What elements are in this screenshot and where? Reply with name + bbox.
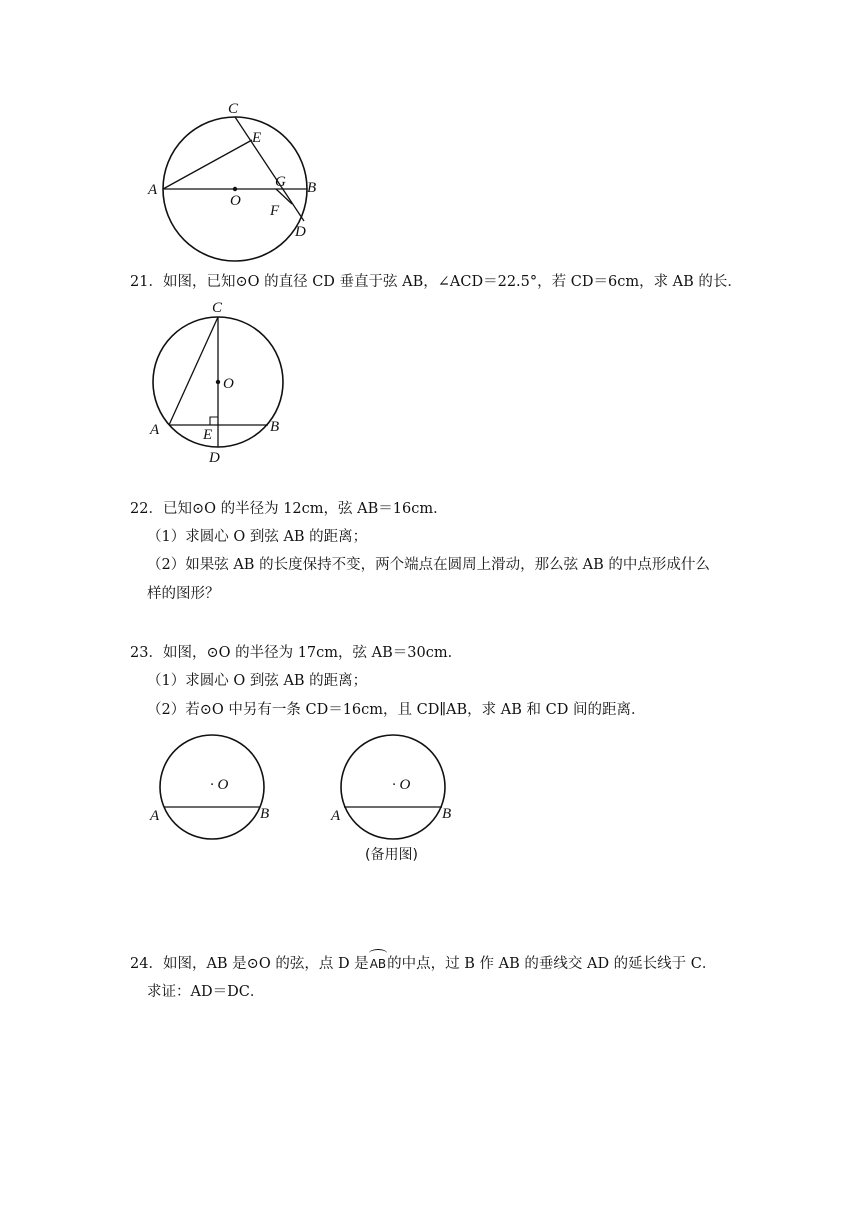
figure-q21 xyxy=(140,298,300,468)
label-g: G xyxy=(275,174,286,190)
question-24-stem xyxy=(130,954,716,974)
segment-ac xyxy=(169,317,218,425)
question-22-part-2-cont: 样的图形？ xyxy=(147,586,220,602)
label-b: B xyxy=(442,806,452,822)
label-o: O xyxy=(223,376,234,392)
arc-ab-symbol: AB xyxy=(369,954,387,974)
label-a: A xyxy=(150,422,160,438)
label-b: B xyxy=(307,180,317,196)
question-24-text-1: 24．如图，AB 是⊙O 的弦，点 D 是 xyxy=(130,956,369,972)
label-a: A xyxy=(331,808,341,824)
label-b: B xyxy=(260,806,270,822)
label-f: F xyxy=(270,203,280,219)
label-d: D xyxy=(295,224,306,240)
label-o: O xyxy=(230,193,241,209)
label-c: C xyxy=(228,101,239,117)
label-b: B xyxy=(270,419,280,435)
label-o: · O xyxy=(392,777,411,793)
label-e: E xyxy=(203,427,213,443)
question-23-part-1: （1）求圆心 O 到弦 AB 的距离； xyxy=(147,673,368,689)
center-point xyxy=(233,187,237,191)
figure-q23-spare xyxy=(322,735,472,870)
question-21: 21．如图，已知⊙O 的直径 CD 垂直于弦 AB，∠ACD＝22.5°，若 CD＝6cm，求 AB 的长． xyxy=(130,274,742,290)
question-23-part-2: （2）若⊙O 中另有一条 CD＝16cm，且 CD∥AB，求 AB 和 CD 间的距离． xyxy=(147,702,646,718)
question-22-stem: 22．已知⊙O 的半径为 12cm，弦 AB＝16cm． xyxy=(130,501,448,517)
label-a: A xyxy=(150,808,160,824)
question-23-stem: 23．如图，⊙O 的半径为 17cm，弦 AB＝30cm． xyxy=(130,645,463,661)
figure-q23-main xyxy=(140,735,290,845)
label-c: C xyxy=(212,300,223,316)
question-22-part-1: （1）求圆心 O 到弦 AB 的距离； xyxy=(147,529,368,545)
label-d: D xyxy=(209,450,220,466)
figure-q20 xyxy=(140,95,340,270)
question-24-text-2: 的中点，过 B 作 AB 的垂线交 AD 的延长线于 C． xyxy=(387,956,717,972)
label-e: E xyxy=(252,130,262,146)
question-24-proof: 求证：AD＝DC． xyxy=(147,984,265,1000)
center-point xyxy=(216,380,220,384)
label-o: · O xyxy=(210,777,229,793)
right-angle-mark xyxy=(210,417,218,425)
label-a: A xyxy=(148,182,158,198)
question-22-part-2: （2）如果弦 AB 的长度保持不变，两个端点在圆周上滑动，那么弦 AB 的中点形成什么 xyxy=(147,557,710,573)
spare-figure-caption: (备用图) xyxy=(365,847,418,863)
